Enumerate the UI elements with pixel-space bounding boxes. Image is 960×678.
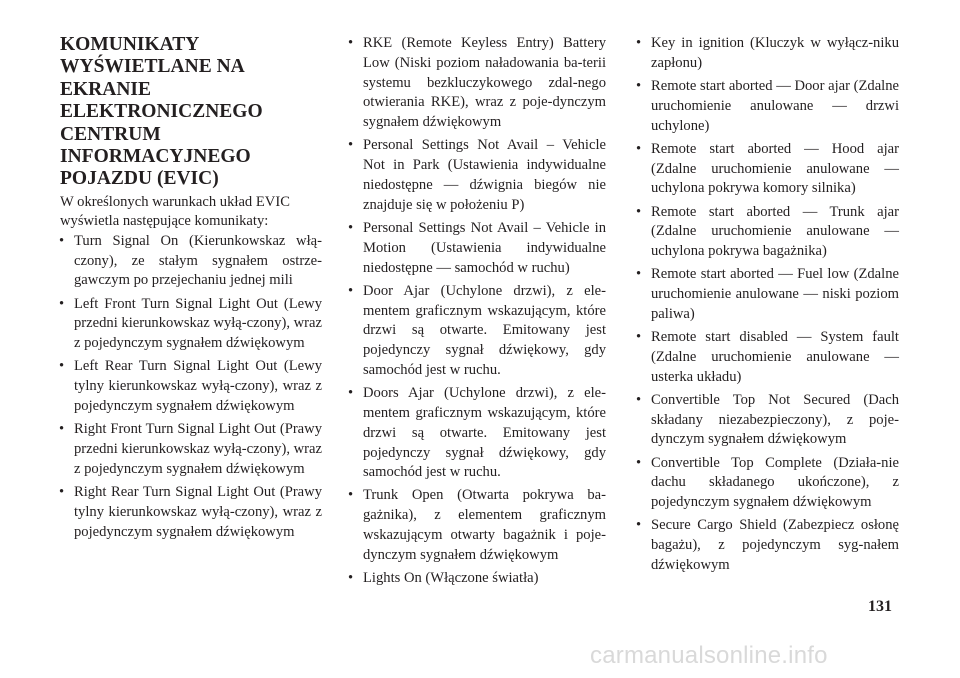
message-text: Remote start aborted — Door ajar (Zdalne uruchomienie anulowane — drzwi uchylone) xyxy=(651,77,900,134)
middle-column xyxy=(349,34,606,592)
message-list xyxy=(637,34,899,576)
message-text: Left Rear Turn Signal Light Out (Lewy tylny kierunkowskaz wyłą-czony), wraz z pojedynczym sygnałem dźwiękowym xyxy=(74,358,322,414)
message-item xyxy=(349,384,606,483)
message-item xyxy=(637,77,899,136)
message-item xyxy=(637,391,899,450)
bullet-icon: • xyxy=(59,358,65,375)
message-text: Door Ajar (Uchylone drzwi), z ele-mentem graficznym wskazującym, które drzwi są otwarte. Emitowany jest pojedynczy sygnał dźwiękowy, gdy samochód jest w ruchu. xyxy=(363,282,606,378)
message-text: Key in ignition (Kluczyk w wyłącz-niku zapłonu) xyxy=(651,35,899,71)
heading-line: CENTRUM xyxy=(60,123,161,145)
heading-line: ELEKTRONICZNEGO xyxy=(60,101,263,123)
message-text: Left Front Turn Signal Light Out (Lewy przedni kierunkowskaz wyłą-czony), wraz z pojedynczym sygnałem dźwiękowym xyxy=(74,295,322,352)
bullet-icon: • xyxy=(348,385,354,402)
message-text: Secure Cargo Shield (Zabezpiecz osłonę bagażu), z pojedynczym syg-nałem dźwiękowym xyxy=(651,517,899,574)
bullet-icon: • xyxy=(636,140,642,157)
intro-paragraph: W określonych warunkach układ EVIC wyświetla następujące komunikaty: xyxy=(60,193,290,230)
bullet-icon: • xyxy=(636,77,642,94)
message-text: Doors Ajar (Uchylone drzwi), z ele-mentem graficznym wskazującym, które drzwi są otwarte. Emitowany jest pojedynczy sygnał dźwiękowy, gdy samochód jest w ruchu. xyxy=(363,385,606,481)
message-text: Turn Signal On (Kierunkowskaz włą-czony), ze stałym sygnałem ostrze-gawczym po przejechaniu jednej mili xyxy=(74,232,322,289)
message-text: Personal Settings Not Avail – Vehicle in Motion (Ustawienia indywidualne niedostępne — samochód w ruchu) xyxy=(363,219,606,276)
bullet-icon: • xyxy=(636,266,642,283)
heading-line: KOMUNIKATY xyxy=(60,34,200,55)
bullet-icon: • xyxy=(348,487,354,504)
message-list xyxy=(349,34,606,589)
message-text: Remote start aborted — Fuel low (Zdalne uruchomienie anulowane — niski poziom paliwa) xyxy=(651,266,899,322)
right-column xyxy=(637,34,899,579)
message-text: RKE (Remote Keyless Entry) Battery Low (Niski poziom naładowania ba-terii systemu bezkluczykowego zdal-nego otwierania RKE), wraz z poje-dynczym sygnałem dźwiękowym xyxy=(363,35,606,131)
message-text: Right Rear Turn Signal Light Out (Prawy tylny kierunkowskaz wyłą-czony), wraz z pojedynczym sygnałem dźwiękowym xyxy=(74,483,322,540)
watermark: carmanualsonline.info xyxy=(590,642,828,669)
heading-line: POJAZDU (EVIC) xyxy=(60,168,219,190)
message-text: Remote start aborted — Hood ajar (Zdalne uruchomienie anulowane — uchylona pokrywa komory silnika) xyxy=(651,140,899,197)
bullet-icon: • xyxy=(59,421,65,438)
message-item xyxy=(637,516,899,575)
bullet-icon: • xyxy=(348,137,354,154)
message-text: Remote start aborted — Trunk ajar (Zdalne uruchomienie anulowane — uchylona pokrywa bagażnika) xyxy=(651,203,899,260)
bullet-icon: • xyxy=(636,454,642,471)
message-item xyxy=(60,295,322,354)
message-item xyxy=(60,483,322,542)
message-item xyxy=(349,569,606,589)
bullet-icon: • xyxy=(59,483,65,500)
message-text: Convertible Top Not Secured (Dach składany niezabezpieczony), z poje-dynczym sygnałem dźwiękowym xyxy=(651,391,899,448)
bullet-icon: • xyxy=(348,282,354,299)
message-item xyxy=(637,34,899,74)
message-item xyxy=(349,282,606,381)
message-item xyxy=(349,219,606,278)
message-item xyxy=(60,357,322,416)
heading-line: WYŚWIETLANE NA xyxy=(60,56,245,78)
message-item xyxy=(60,420,322,479)
message-text: Remote start disabled — System fault (Zdalne uruchomienie anulowane — usterka układu) xyxy=(651,329,899,385)
left-column xyxy=(60,34,322,546)
message-item xyxy=(637,454,899,513)
message-text: Right Front Turn Signal Light Out (Prawy przedni kierunkowskaz wyłą-czony), wraz z pojedynczym sygnałem dźwiękowym xyxy=(74,421,322,477)
bullet-icon: • xyxy=(348,570,354,587)
section-heading xyxy=(60,34,322,191)
message-text: Trunk Open (Otwarta pokrywa ba-gażnika), z elementem graficznym wskazującym otwarty bagażnik i poje-dynczym sygnałem dźwiękowym xyxy=(363,487,606,563)
message-item xyxy=(637,328,899,387)
page-number: 131 xyxy=(868,598,892,615)
message-text: Lights On (Włączone światła) xyxy=(363,570,539,587)
bullet-icon: • xyxy=(59,232,65,249)
bullet-icon: • xyxy=(636,329,642,346)
message-item xyxy=(637,265,899,324)
message-text: Personal Settings Not Avail – Vehicle Not in Park (Ustawienia indywidualne niedostępne — dźwignia biegów nie znajduje się w położeniu P) xyxy=(363,137,606,213)
bullet-icon: • xyxy=(636,35,642,51)
message-item xyxy=(637,203,899,262)
heading-line: EKRANIE xyxy=(60,78,152,100)
heading-line: INFORMACYJNEGO xyxy=(60,146,251,168)
bullet-icon: • xyxy=(636,391,642,408)
message-item xyxy=(637,140,899,199)
message-item xyxy=(60,232,322,291)
bullet-icon: • xyxy=(348,219,354,236)
message-text: Convertible Top Complete (Działa-nie dachu składanego ukończone), z pojedynczym sygnałem dźwiękowym xyxy=(651,454,899,511)
bullet-icon: • xyxy=(636,517,642,534)
message-item xyxy=(349,136,606,215)
bullet-icon: • xyxy=(348,35,354,51)
bullet-icon: • xyxy=(59,295,65,312)
bullet-icon: • xyxy=(636,203,642,220)
message-list xyxy=(60,232,322,543)
message-item xyxy=(349,486,606,565)
message-item xyxy=(349,34,606,133)
